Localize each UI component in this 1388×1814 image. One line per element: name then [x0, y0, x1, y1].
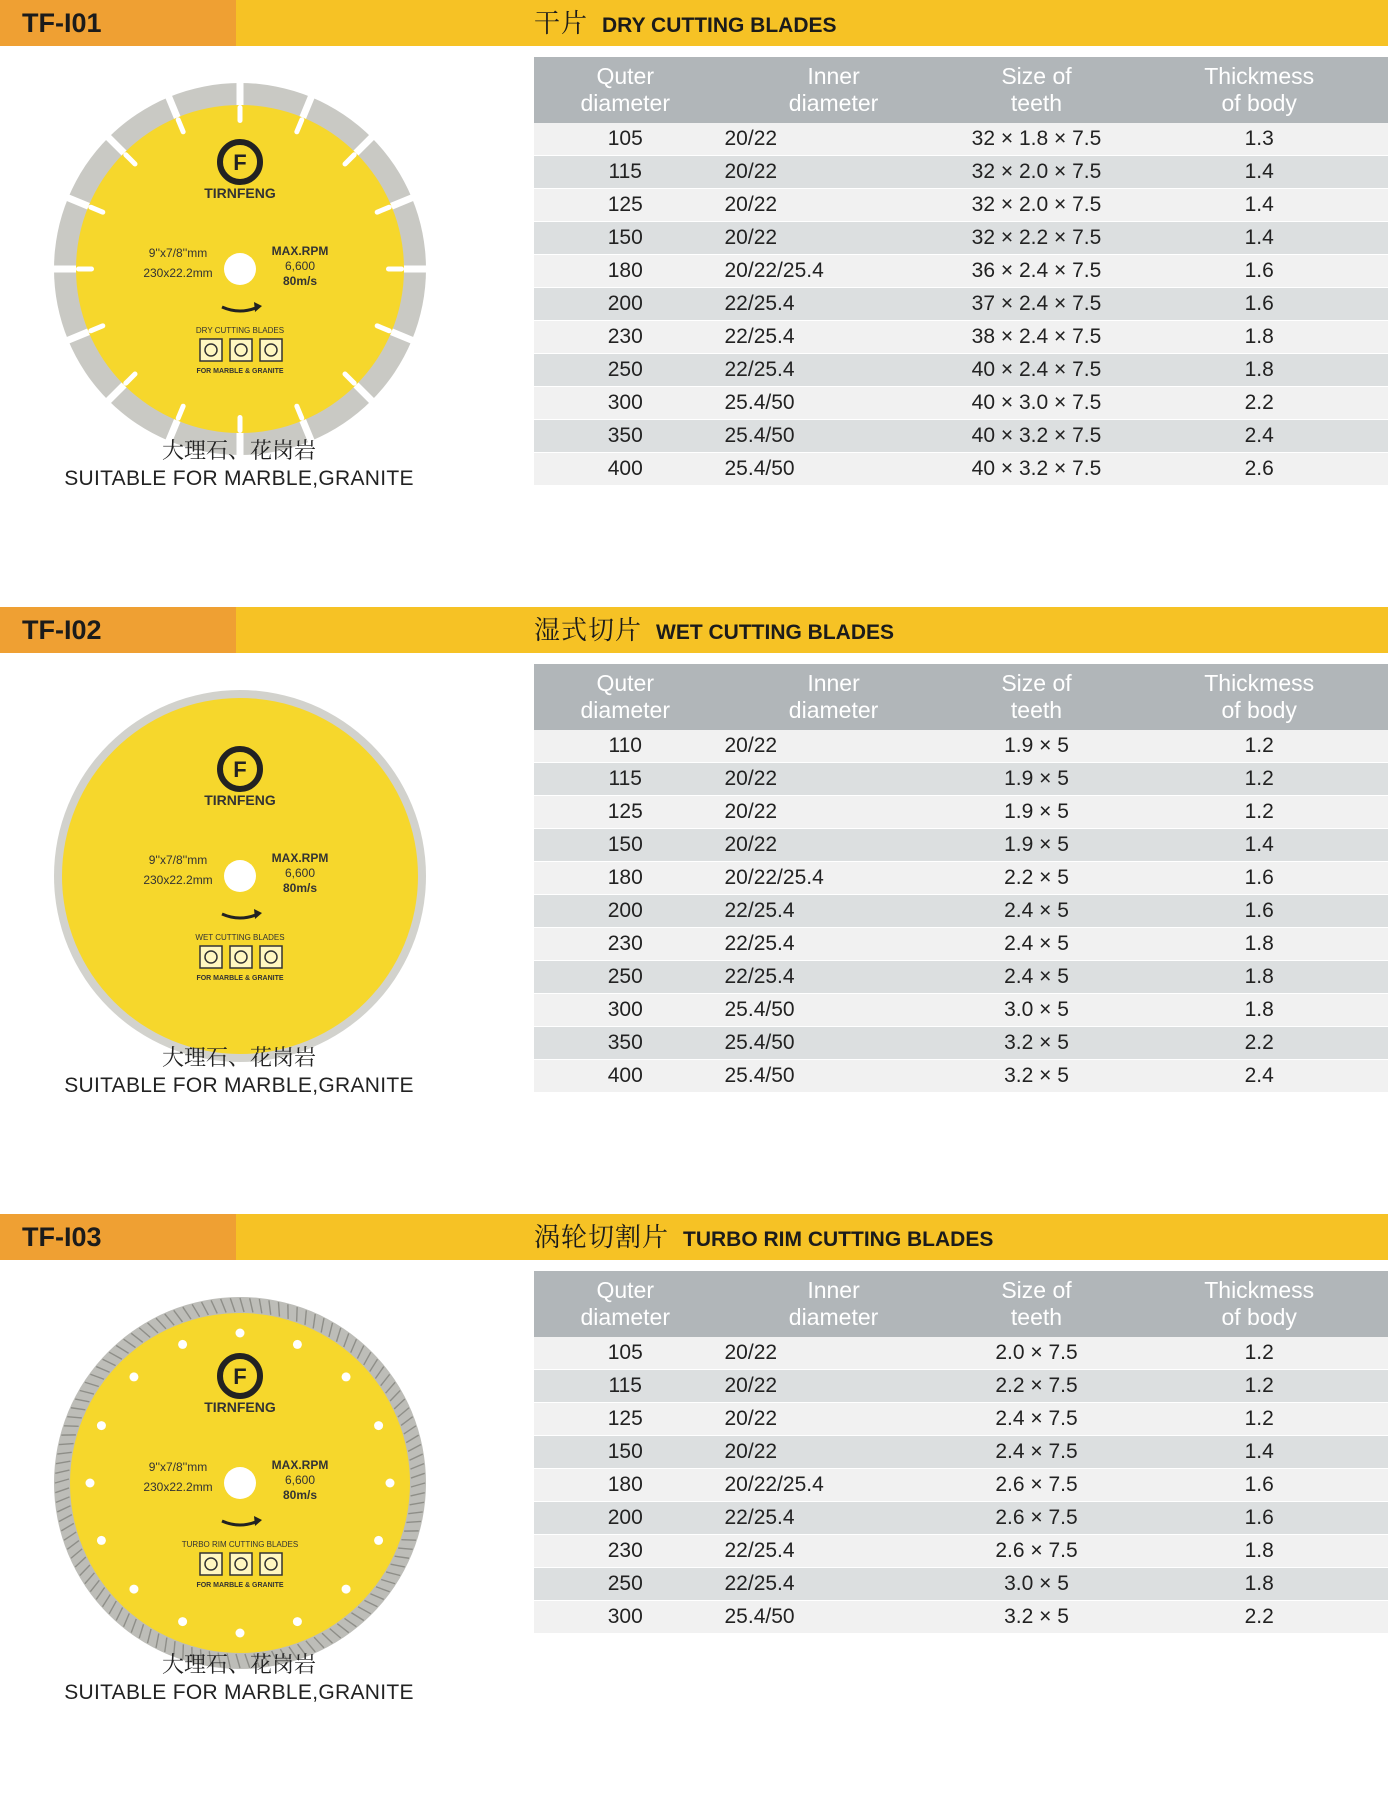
table-cell: 200	[534, 1502, 717, 1535]
table-cell: 3.2 × 5	[943, 1027, 1131, 1060]
spec-table	[534, 664, 1388, 1093]
spec-column-header-line: Thickmess	[1204, 63, 1315, 89]
spec-table	[534, 1271, 1388, 1634]
table-row	[534, 1337, 1388, 1370]
table-row	[534, 1027, 1388, 1060]
spec-column-header	[534, 57, 717, 123]
table-cell: 40 × 3.2 × 7.5	[943, 453, 1131, 486]
table-cell: 250	[534, 961, 717, 994]
table-cell: 3.0 × 5	[943, 994, 1131, 1027]
spec-column-header-line: Quter	[596, 1277, 654, 1303]
spec-column-header	[717, 1271, 943, 1337]
product-section	[0, 0, 1388, 600]
table-cell: 115	[534, 1370, 717, 1403]
blade-rpm: 6,600	[284, 866, 316, 880]
table-cell: 20/22	[717, 1403, 943, 1436]
section-title-cn: 湿式切片	[534, 615, 643, 645]
table-cell: 1.4	[1130, 1436, 1388, 1469]
table-row	[534, 156, 1388, 189]
blade-use-label: FOR MARBLE & GRANITE	[196, 1582, 284, 1589]
table-cell: 1.9 × 5	[943, 730, 1131, 763]
blade-cooling-slot	[238, 105, 243, 123]
table-cell: 125	[534, 189, 717, 222]
product-section	[0, 1214, 1388, 1814]
table-cell: 2.2	[1130, 1601, 1388, 1634]
caption-cn: 大理石、花岗岩	[161, 438, 316, 463]
table-cell: 1.6	[1130, 862, 1388, 895]
safety-glasses-icon	[260, 339, 282, 361]
spec-column-header-line: teeth	[1010, 90, 1063, 116]
table-cell: 1.2	[1130, 796, 1388, 829]
ear-protection-icon	[200, 1553, 222, 1575]
spec-column-header-line: teeth	[1010, 697, 1063, 723]
table-cell: 350	[534, 1027, 717, 1060]
blade-speed: 80m/s	[282, 881, 318, 895]
spec-column-header-line: Inner	[807, 1277, 860, 1303]
table-cell: 105	[534, 1337, 717, 1370]
table-row	[534, 1436, 1388, 1469]
blade-rpm-label: MAX.RPM	[271, 244, 329, 258]
blade-cooling-slot	[238, 415, 243, 433]
table-cell: 32 × 2.0 × 7.5	[943, 156, 1131, 189]
table-cell: 1.3	[1130, 123, 1388, 156]
table-cell: 125	[534, 796, 717, 829]
table-row	[534, 354, 1388, 387]
table-cell: 1.4	[1130, 189, 1388, 222]
spec-column-header-line: Quter	[596, 670, 654, 696]
table-cell: 25.4/50	[717, 1601, 943, 1634]
section-title-cn: 干片	[534, 8, 589, 38]
blade-size-mm: 230x22.2mm	[143, 873, 213, 887]
table-row	[534, 420, 1388, 453]
table-cell: 22/25.4	[717, 354, 943, 387]
blade-type-label: WET CUTTING BLADES	[195, 933, 285, 942]
blade-size-in: 9''x7/8''mm	[148, 1460, 208, 1474]
blade-size-in: 9''x7/8''mm	[148, 246, 208, 260]
table-cell: 20/22	[717, 1370, 943, 1403]
face-mask-icon	[230, 946, 252, 968]
table-row	[534, 829, 1388, 862]
section-title-en: DRY CUTTING BLADES	[602, 14, 837, 37]
table-cell: 2.6 × 7.5	[943, 1469, 1131, 1502]
blade-cooling-hole	[374, 1536, 383, 1545]
blade-cooling-slot	[386, 267, 404, 272]
table-cell: 150	[534, 1436, 717, 1469]
spec-column-header-line: Thickmess	[1204, 1277, 1315, 1303]
table-cell: 22/25.4	[717, 961, 943, 994]
table-cell: 32 × 1.8 × 7.5	[943, 123, 1131, 156]
table-cell: 2.6 × 7.5	[943, 1535, 1131, 1568]
product-code: TF-I02	[0, 607, 236, 653]
caption-en: SUITABLE FOR MARBLE,GRANITE	[64, 1074, 414, 1097]
table-row	[534, 288, 1388, 321]
face-mask-icon	[230, 1553, 252, 1575]
blade-cooling-hole	[97, 1536, 106, 1545]
spec-table-header	[534, 664, 1388, 730]
blade-cooling-slot	[76, 267, 94, 272]
table-cell: 2.2	[1130, 1027, 1388, 1060]
table-row	[534, 961, 1388, 994]
blade-size-mm: 230x22.2mm	[143, 1480, 213, 1494]
table-row	[534, 763, 1388, 796]
caption-en: SUITABLE FOR MARBLE,GRANITE	[64, 1681, 414, 1704]
brand-logo-letter-icon: F	[233, 150, 247, 175]
ear-protection-icon	[200, 946, 222, 968]
blade-cooling-hole	[342, 1585, 351, 1594]
table-cell: 20/22/25.4	[717, 1469, 943, 1502]
section-header-band	[0, 607, 1388, 653]
blade-arbor-hole	[224, 253, 256, 285]
blade-caption	[0, 437, 478, 493]
table-cell: 400	[534, 453, 717, 486]
table-cell: 1.2	[1130, 730, 1388, 763]
table-cell: 125	[534, 1403, 717, 1436]
table-row	[534, 1535, 1388, 1568]
table-cell: 25.4/50	[717, 453, 943, 486]
spec-column-header	[1130, 1271, 1388, 1337]
spec-column-header-line: diameter	[580, 90, 670, 116]
blade-brand: TIRNFENG	[204, 185, 276, 201]
table-cell: 350	[534, 420, 717, 453]
table-cell: 20/22	[717, 763, 943, 796]
table-cell: 32 × 2.2 × 7.5	[943, 222, 1131, 255]
table-cell: 25.4/50	[717, 1027, 943, 1060]
blade-cooling-hole	[178, 1340, 187, 1349]
spec-column-header-line: diameter	[788, 90, 879, 116]
table-cell: 105	[534, 123, 717, 156]
blade-cooling-hole	[129, 1585, 138, 1594]
table-cell: 400	[534, 1060, 717, 1093]
table-cell: 3.0 × 5	[943, 1568, 1131, 1601]
blade-arbor-hole	[224, 860, 256, 892]
blade-cooling-hole	[129, 1372, 138, 1381]
table-cell: 1.2	[1130, 1403, 1388, 1436]
table-cell: 1.9 × 5	[943, 829, 1131, 862]
table-cell: 22/25.4	[717, 321, 943, 354]
table-cell: 25.4/50	[717, 420, 943, 453]
table-cell: 22/25.4	[717, 1502, 943, 1535]
table-cell: 300	[534, 387, 717, 420]
spec-column-header	[717, 664, 943, 730]
spec-column-header-line: Thickmess	[1204, 670, 1315, 696]
table-row	[534, 1060, 1388, 1093]
table-cell: 1.8	[1130, 994, 1388, 1027]
table-cell: 20/22	[717, 1337, 943, 1370]
blade-cooling-hole	[97, 1421, 106, 1430]
table-cell: 2.4 × 7.5	[943, 1403, 1131, 1436]
blade-type-label: TURBO RIM CUTTING BLADES	[181, 1540, 299, 1549]
table-cell: 150	[534, 829, 717, 862]
table-cell: 150	[534, 222, 717, 255]
table-row	[534, 1601, 1388, 1634]
table-cell: 1.2	[1130, 1337, 1388, 1370]
table-cell: 230	[534, 321, 717, 354]
table-cell: 110	[534, 730, 717, 763]
table-row	[534, 255, 1388, 288]
table-cell: 20/22	[717, 829, 943, 862]
table-cell: 1.8	[1130, 961, 1388, 994]
table-cell: 2.4 × 5	[943, 961, 1131, 994]
table-cell: 1.8	[1130, 1568, 1388, 1601]
spec-column-header-line: Size of	[1001, 1277, 1072, 1303]
table-cell: 22/25.4	[717, 288, 943, 321]
table-cell: 2.4 × 5	[943, 895, 1131, 928]
table-cell: 2.4 × 5	[943, 928, 1131, 961]
spec-column-header-line: of body	[1221, 697, 1297, 723]
spec-column-header-line: Inner	[807, 63, 860, 89]
spec-table-body	[534, 730, 1388, 1093]
face-mask-icon	[230, 339, 252, 361]
table-row	[534, 1469, 1388, 1502]
table-cell: 115	[534, 156, 717, 189]
blade-cooling-hole	[236, 1629, 245, 1638]
table-cell: 2.4	[1130, 420, 1388, 453]
blade-image	[51, 687, 429, 1065]
table-cell: 2.4 × 7.5	[943, 1436, 1131, 1469]
table-cell: 2.2 × 7.5	[943, 1370, 1131, 1403]
table-cell: 40 × 3.0 × 7.5	[943, 387, 1131, 420]
table-cell: 2.6 × 7.5	[943, 1502, 1131, 1535]
spec-column-header-line: diameter	[580, 697, 670, 723]
caption-en: SUITABLE FOR MARBLE,GRANITE	[64, 467, 414, 490]
spec-column-header-line: diameter	[788, 1304, 879, 1330]
spec-column-header-line: diameter	[788, 697, 879, 723]
table-cell: 40 × 2.4 × 7.5	[943, 354, 1131, 387]
table-row	[534, 730, 1388, 763]
spec-column-header-line: Size of	[1001, 670, 1072, 696]
blade-rpm: 6,600	[284, 259, 316, 273]
table-cell: 1.8	[1130, 1535, 1388, 1568]
section-title-cn: 涡轮切割片	[534, 1222, 670, 1252]
blade-size-mm: 230x22.2mm	[143, 266, 213, 280]
blade-caption	[0, 1651, 478, 1707]
spec-column-header-line: of body	[1221, 1304, 1297, 1330]
product-section	[0, 607, 1388, 1207]
brand-logo-letter-icon: F	[233, 1364, 247, 1389]
blade-cooling-hole	[386, 1479, 395, 1488]
table-cell: 20/22	[717, 1436, 943, 1469]
table-row	[534, 1502, 1388, 1535]
table-row	[534, 994, 1388, 1027]
table-cell: 1.2	[1130, 763, 1388, 796]
table-cell: 180	[534, 1469, 717, 1502]
blade-rpm-label: MAX.RPM	[271, 1458, 329, 1472]
blade-rpm-label: MAX.RPM	[271, 851, 329, 865]
table-cell: 38 × 2.4 × 7.5	[943, 321, 1131, 354]
section-title	[534, 0, 837, 46]
table-cell: 115	[534, 763, 717, 796]
blade-rpm: 6,600	[284, 1473, 316, 1487]
table-cell: 1.9 × 5	[943, 796, 1131, 829]
brand-logo-letter-icon: F	[233, 757, 247, 782]
blade-cooling-hole	[293, 1340, 302, 1349]
table-cell: 200	[534, 288, 717, 321]
table-cell: 36 × 2.4 × 7.5	[943, 255, 1131, 288]
table-cell: 1.6	[1130, 255, 1388, 288]
table-cell: 300	[534, 1601, 717, 1634]
caption-cn: 大理石、花岗岩	[161, 1045, 316, 1070]
spec-column-header-line: Size of	[1001, 63, 1072, 89]
table-cell: 1.8	[1130, 354, 1388, 387]
blade-cooling-hole	[374, 1421, 383, 1430]
table-cell: 1.4	[1130, 829, 1388, 862]
section-title	[534, 607, 894, 653]
spec-column-header	[1130, 57, 1388, 123]
spec-column-header-line: teeth	[1010, 1304, 1063, 1330]
spec-table-header	[534, 57, 1388, 123]
table-row	[534, 123, 1388, 156]
table-cell: 37 × 2.4 × 7.5	[943, 288, 1131, 321]
table-cell: 25.4/50	[717, 387, 943, 420]
table-cell: 40 × 3.2 × 7.5	[943, 420, 1131, 453]
table-cell: 180	[534, 255, 717, 288]
table-row	[534, 796, 1388, 829]
blade-cooling-hole	[293, 1617, 302, 1626]
spec-table-body	[534, 123, 1388, 486]
table-cell: 250	[534, 354, 717, 387]
table-cell: 1.4	[1130, 156, 1388, 189]
blade-speed: 80m/s	[282, 274, 318, 288]
table-row	[534, 453, 1388, 486]
table-cell: 1.2	[1130, 1370, 1388, 1403]
blade-image	[51, 1294, 429, 1672]
blade-use-label: FOR MARBLE & GRANITE	[196, 975, 284, 982]
table-cell: 20/22	[717, 730, 943, 763]
table-cell: 3.2 × 5	[943, 1060, 1131, 1093]
table-cell: 25.4/50	[717, 994, 943, 1027]
blade-cooling-hole	[86, 1479, 95, 1488]
table-cell: 20/22/25.4	[717, 255, 943, 288]
section-title-en: TURBO RIM CUTTING BLADES	[683, 1228, 994, 1251]
table-row	[534, 189, 1388, 222]
table-cell: 20/22	[717, 222, 943, 255]
spec-column-header	[717, 57, 943, 123]
table-cell: 20/22	[717, 189, 943, 222]
table-cell: 1.8	[1130, 321, 1388, 354]
table-row	[534, 928, 1388, 961]
table-cell: 1.6	[1130, 1502, 1388, 1535]
blade-cooling-hole	[178, 1617, 187, 1626]
table-cell: 22/25.4	[717, 928, 943, 961]
blade-speed: 80m/s	[282, 1488, 318, 1502]
spec-column-header	[943, 1271, 1131, 1337]
spec-column-header	[534, 1271, 717, 1337]
table-row	[534, 895, 1388, 928]
table-cell: 32 × 2.0 × 7.5	[943, 189, 1131, 222]
spec-column-header	[943, 57, 1131, 123]
caption-cn: 大理石、花岗岩	[161, 1652, 316, 1677]
spec-column-header-line: Inner	[807, 670, 860, 696]
table-cell: 20/22	[717, 796, 943, 829]
table-row	[534, 862, 1388, 895]
table-cell: 200	[534, 895, 717, 928]
table-cell: 230	[534, 1535, 717, 1568]
blade-cooling-hole	[342, 1372, 351, 1381]
table-cell: 2.4	[1130, 1060, 1388, 1093]
table-cell: 22/25.4	[717, 895, 943, 928]
blade-brand: TIRNFENG	[204, 792, 276, 808]
table-row	[534, 222, 1388, 255]
table-cell: 20/22	[717, 123, 943, 156]
product-code: TF-I03	[0, 1214, 236, 1260]
table-cell: 1.4	[1130, 222, 1388, 255]
blade-caption	[0, 1044, 478, 1100]
spec-column-header	[534, 664, 717, 730]
spec-table	[534, 57, 1388, 486]
section-header-band	[0, 0, 1388, 46]
table-cell: 2.2 × 5	[943, 862, 1131, 895]
blade-use-label: FOR MARBLE & GRANITE	[196, 368, 284, 375]
spec-table-header	[534, 1271, 1388, 1337]
section-title	[534, 1214, 993, 1260]
safety-glasses-icon	[260, 1553, 282, 1575]
table-row	[534, 321, 1388, 354]
blade-type-label: DRY CUTTING BLADES	[195, 326, 285, 335]
blade-cooling-hole	[236, 1329, 245, 1338]
safety-glasses-icon	[260, 946, 282, 968]
table-row	[534, 1568, 1388, 1601]
table-cell: 20/22	[717, 156, 943, 189]
table-cell: 300	[534, 994, 717, 1027]
table-cell: 1.6	[1130, 895, 1388, 928]
blade-size-in: 9''x7/8''mm	[148, 853, 208, 867]
table-cell: 1.8	[1130, 928, 1388, 961]
section-header-band	[0, 1214, 1388, 1260]
table-row	[534, 387, 1388, 420]
spec-column-header	[943, 664, 1131, 730]
table-row	[534, 1370, 1388, 1403]
table-cell: 3.2 × 5	[943, 1601, 1131, 1634]
spec-column-header-line: Quter	[596, 63, 654, 89]
table-cell: 250	[534, 1568, 717, 1601]
product-code: TF-I01	[0, 0, 236, 46]
table-cell: 1.6	[1130, 288, 1388, 321]
spec-column-header-line: of body	[1221, 90, 1297, 116]
table-cell: 230	[534, 928, 717, 961]
blade-arbor-hole	[224, 1467, 256, 1499]
spec-column-header	[1130, 664, 1388, 730]
table-cell: 1.9 × 5	[943, 763, 1131, 796]
table-cell: 20/22/25.4	[717, 862, 943, 895]
table-cell: 180	[534, 862, 717, 895]
table-cell: 22/25.4	[717, 1535, 943, 1568]
blade-image	[51, 80, 429, 458]
table-row	[534, 1403, 1388, 1436]
spec-table-body	[534, 1337, 1388, 1634]
table-cell: 25.4/50	[717, 1060, 943, 1093]
spec-column-header-line: diameter	[580, 1304, 670, 1330]
table-cell: 2.0 × 7.5	[943, 1337, 1131, 1370]
table-cell: 2.6	[1130, 453, 1388, 486]
table-cell: 1.6	[1130, 1469, 1388, 1502]
table-cell: 22/25.4	[717, 1568, 943, 1601]
blade-brand: TIRNFENG	[204, 1399, 276, 1415]
ear-protection-icon	[200, 339, 222, 361]
section-title-en: WET CUTTING BLADES	[656, 621, 894, 644]
table-cell: 2.2	[1130, 387, 1388, 420]
